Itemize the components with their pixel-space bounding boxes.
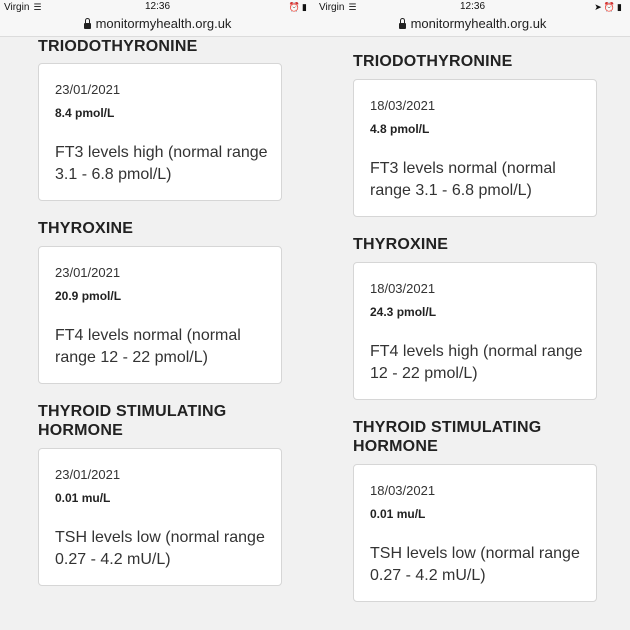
status-icons xyxy=(594,0,624,14)
result-description: FT3 levels high (normal range 3.1 - 6.8 pmol/L) xyxy=(55,144,268,183)
result-date: 23/01/2021 xyxy=(55,467,121,482)
result-date: 18/03/2021 xyxy=(370,281,436,296)
result-card-t3 xyxy=(38,63,282,201)
section-title-t4: THYROXINE xyxy=(38,220,134,237)
wifi-icon: ☰ xyxy=(33,2,42,12)
section-title-t4: THYROXINE xyxy=(353,236,449,253)
result-date: 18/03/2021 xyxy=(370,98,436,113)
result-date: 23/01/2021 xyxy=(55,82,121,97)
alarm-icon: ⏰ xyxy=(288,2,303,12)
lock-icon xyxy=(399,23,406,29)
result-description: FT4 levels high (normal range 12 - 22 pmol/L) xyxy=(370,343,583,382)
wifi-icon: ☰ xyxy=(348,2,357,12)
result-date: 23/01/2021 xyxy=(55,265,121,280)
result-value: 24.3 pmol/L xyxy=(370,305,437,319)
result-card-tsh xyxy=(38,448,282,586)
right-screenshot xyxy=(315,0,630,630)
url-text: monitormyhealth.org.uk xyxy=(95,16,232,31)
url-bar[interactable] xyxy=(315,14,630,37)
result-description: TSH levels low (normal range 0.27 - 4.2 mU/L) xyxy=(370,545,580,584)
section-title-t3: TRIODOTHYRONINE xyxy=(353,53,513,70)
result-value: 4.8 pmol/L xyxy=(370,122,430,136)
result-date: 18/03/2021 xyxy=(370,483,436,498)
result-value: 8.4 pmol/L xyxy=(55,106,115,120)
battery-icon: ▮ xyxy=(617,2,624,12)
status-icons xyxy=(289,0,309,14)
battery-icon: ▮ xyxy=(302,2,309,12)
carrier-label: Virgin ☰ xyxy=(4,2,42,13)
lock-icon xyxy=(84,23,91,29)
result-card-t4 xyxy=(353,262,597,400)
url-text: monitormyhealth.org.uk xyxy=(410,16,547,31)
url-bar[interactable] xyxy=(0,14,315,37)
section-title-tsh: THYROID STIMULATING HORMONE xyxy=(38,403,227,439)
result-description: TSH levels low (normal range 0.27 - 4.2 mU/L) xyxy=(55,529,265,568)
result-description: FT4 levels normal (normal range 12 - 22 pmol/L) xyxy=(55,327,241,366)
result-value: 0.01 mu/L xyxy=(370,507,426,521)
section-title-tsh: THYROID STIMULATING HORMONE xyxy=(353,419,542,455)
result-card-t4 xyxy=(38,246,282,384)
status-bar xyxy=(0,0,315,14)
location-icon: ➤ xyxy=(594,2,604,12)
result-value: 0.01 mu/L xyxy=(55,491,111,505)
status-time: 12:36 xyxy=(144,1,171,12)
result-value: 20.9 pmol/L xyxy=(55,289,122,303)
section-title-t3: TRIODOTHYRONINE xyxy=(38,38,198,55)
alarm-icon: ⏰ xyxy=(603,2,618,12)
status-time: 12:36 xyxy=(459,1,486,12)
status-bar xyxy=(315,0,630,14)
result-card-tsh xyxy=(353,464,597,602)
carrier-label: Virgin ☰ xyxy=(319,2,357,13)
result-card-t3 xyxy=(353,79,597,217)
result-description: FT3 levels normal (normal range 3.1 - 6.8 pmol/L) xyxy=(370,160,556,199)
